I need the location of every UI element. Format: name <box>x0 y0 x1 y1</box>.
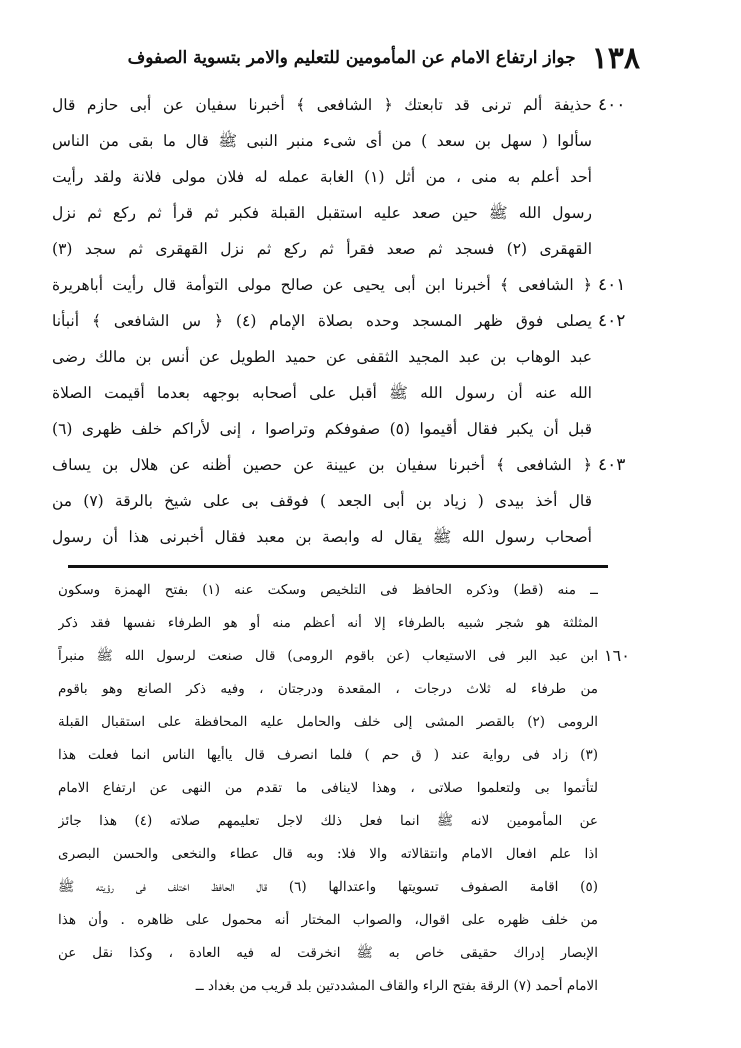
line-text: قبل أن يكبر فقال أقيموا (٥) صفوفكم وتراصوا ، إنى لأراكم خلف ظهرى (٦) <box>52 420 592 438</box>
page-number: ١٣٨ <box>591 40 640 76</box>
line-text: سألوا ( سهل بن سعد ) من أى شىء منبر النبى ﷺ قال ما بقى من الناس <box>52 132 592 150</box>
footnote-line <box>0 905 741 935</box>
line-text: الله عنه أن رسول الله ﷺ أقبل على أصحابه بوجهه بعدما أقيمت الصلاة <box>52 384 592 402</box>
text-line <box>0 88 741 122</box>
line-text: أحد أعلم به منى ، من أثل (١) الغابة عمله له فلان مولى فلانة ولقد رأيت <box>52 168 592 186</box>
hadith-number: ٤٠٠ <box>598 95 626 115</box>
hadith-number: ٤٠١ <box>598 275 626 295</box>
main-text <box>0 88 741 560</box>
footnote-text: الامام أحمد (٧) الرقة بفتح الراء والقاف المشددتين بلد قريب من بغداد ــ <box>195 978 598 994</box>
footnote-text: عن المأمومين لانه ﷺ انما فعل ذلك لاجل تعليمهم صلاته (٤) هذا جائز <box>58 813 598 829</box>
hadith-number: ٤٠٣ <box>598 455 626 475</box>
text-line <box>0 412 741 446</box>
footnote-line <box>0 773 741 803</box>
footnote-text: ابن عبد البر فى الاستيعاب (عن باقوم الرومى) قال صنعت لرسول الله ﷺ منبراً <box>58 648 598 664</box>
line-text: ﴿ الشافعى ﴾ أخبرنا ابن أبى يحيى عن صالح مولى التوأمة قال رأيت أباهريرة <box>52 276 592 294</box>
hadith-number: ٤٠٢ <box>598 311 626 331</box>
footnote-line <box>0 938 741 968</box>
footnote-text: الرومى (٢) بالقصر المشى إلى خلف والحامل عليه المحافظة على استقبال القبلة <box>58 714 598 730</box>
footnote-text: لتأتموا بى ولتعلموا صلاتى ، وهذا لاينافى ما تقدم من النهى عن ارتفاع الامام <box>58 780 598 796</box>
line-text: يصلى فوق ظهر المسجد وحده بصلاة الإمام (٤) ﴿ س الشافعى ﴾ أنبأنا <box>52 312 592 330</box>
text-line <box>0 448 741 482</box>
footnote-text: اذا علم افعال الامام وانتقالاته والا فلا: وبه قال عطاء والنخعى والحسن البصرى <box>58 846 598 862</box>
page-header <box>56 34 640 82</box>
text-line <box>0 160 741 194</box>
footnote-line <box>0 872 741 902</box>
line-text: القهقرى (٢) فسجد ثم صعد فقرأ ثم ركع ثم نزل القهقرى ثم سجد (٣) <box>52 240 592 258</box>
footnote-divider <box>68 565 608 568</box>
footnote-text: ــ منه (قط) وذكره الحافظ فى التلخيص وسكت عنه (١) بفتح الهمزة وسكون <box>58 582 598 598</box>
footnote-text: الإبصار إدراك حقيقى خاص به ﷺ انخرقت له فيه العادة ، وكذا نقل عن <box>58 945 598 961</box>
footnote-line <box>0 641 741 671</box>
text-line <box>0 484 741 518</box>
line-text: أصحاب رسول الله ﷺ يقال له وابصة بن معبد فقال أخبرنى هذا أن رسول <box>52 528 592 546</box>
text-line <box>0 376 741 410</box>
footnote-text: من خلف ظهره على اقوال، والصواب المختار أنه محمول على ظاهره . وأن هذا <box>58 912 598 928</box>
line-text: رسول الله ﷺ حين صعد عليه استقبل القبلة فكبر ثم قرأ ثم ركع ثم نزل <box>52 204 592 222</box>
footnote-line <box>0 839 741 869</box>
line-text: ﴿ الشافعى ﴾ أخبرنا سفيان بن عيينة عن حصين أظنه عن هلال بن يساف <box>52 456 592 474</box>
line-text: قال أخذ بيدى ( زياد بن أبى الجعد ) فوقف بى على شيخ بالرقة (٧) من <box>52 492 592 510</box>
footnote-line <box>0 575 741 605</box>
line-text: عبد الوهاب بن عبد المجيد الثقفى عن حميد الطويل عن أنس بن مالك رضى <box>52 348 592 366</box>
text-line <box>0 520 741 554</box>
footnote-line <box>0 608 741 638</box>
footnote-text: (٥) اقامة الصفوف تسويتها واعتدالها (٦) قال الحافظ اختلف فى رؤيته ﷺ <box>58 879 598 895</box>
line-text: حذيفة ألم ترنى قد تابعتك ﴿ الشافعى ﴾ أخبرنا سفيان عن أبى حازم قال <box>52 96 592 114</box>
footnote-line <box>0 740 741 770</box>
text-line <box>0 268 741 302</box>
text-line <box>0 124 741 158</box>
footnote-text: من طرفاء له ثلاث درجات ، المقعدة ودرجتان ، وفيه ذكر الصانع وهو باقوم <box>58 681 598 697</box>
text-line <box>0 232 741 266</box>
margin-number: ١٦٠ <box>604 646 630 665</box>
footnote-line <box>0 707 741 737</box>
text-line <box>0 196 741 230</box>
footnote-text: (٣) زاد فى رواية عند ( ق حم ) فلما انصرف قال ياأيها الناس انما فعلت هذا <box>58 747 598 763</box>
footnote-line <box>0 806 741 836</box>
footnote-line <box>0 971 741 1001</box>
footnote-text: المثلثة هو شجر شبيه بالطرفاء إلا أنه أعظم منه أو هو الطرفاء نفسها فقد ذكر <box>58 615 598 631</box>
text-line <box>0 304 741 338</box>
text-line <box>0 340 741 374</box>
running-title: جواز ارتفاع الامام عن المأمومين للتعليم والامر بتسوية الصفوف <box>127 48 576 68</box>
footnotes <box>0 575 741 1015</box>
footnote-line <box>0 674 741 704</box>
